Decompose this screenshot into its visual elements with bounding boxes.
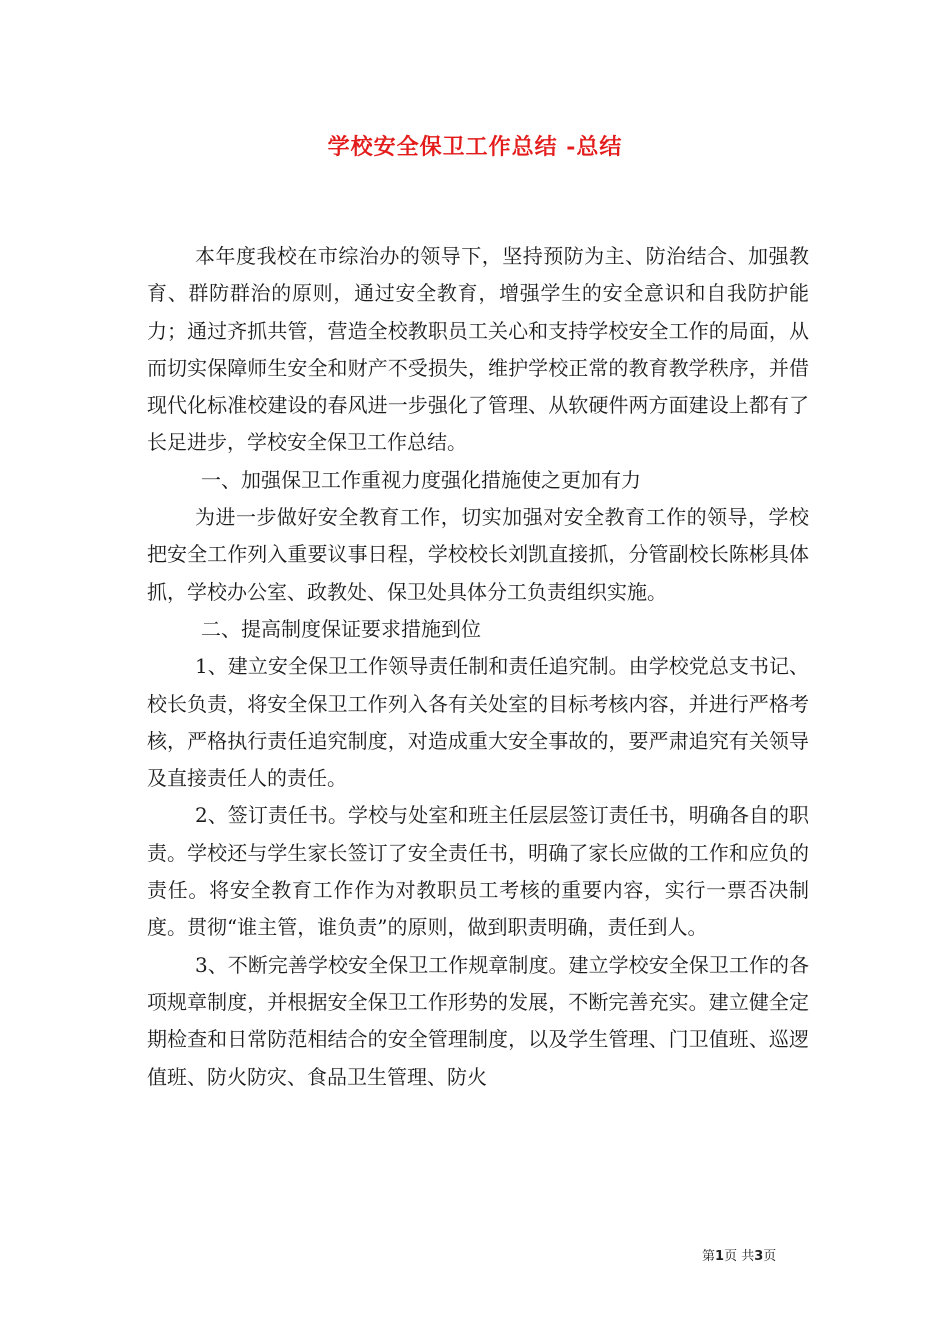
item-2-paragraph: 2、签订责任书。学校与处室和班主任层层签订责任书，明确各自的职责。学校还与学生家长签订了安全责任书，明确了家长应做的工作和应负的责任。将安全教育工作作为对教职员工考核的重要内容，实行一票否决制度。贯彻“谁主管，谁负责”的原则，做到职责明确，责任到人。: [147, 803, 809, 940]
footer-suffix: 页: [763, 1249, 777, 1264]
document-body: [147, 238, 809, 1096]
total-pages-number: 3: [754, 1249, 764, 1264]
section-1-paragraph: 为进一步做好安全教育工作，切实加强对安全教育工作的领导，学校把安全工作列入重要议事日程，学校校长刘凯直接抓，分管副校长陈彬具体抓，学校办公室、政教处、保卫处具体分工负责组织实施。: [147, 505, 809, 604]
section-heading-1: 一、加强保卫工作重视力度强化措施使之更加有力: [201, 467, 641, 492]
section-heading-2: 二、提高制度保证要求措施到位: [201, 616, 481, 641]
item-1-paragraph: 1、建立安全保卫工作领导责任制和责任追究制。由学校党总支书记、校长负责，将安全保卫工作列入各有关处室的目标考核内容，并进行严格考核，严格执行责任追究制度，对造成重大安全事故的，要严肃追究有关领导及直接责任人的责任。: [147, 654, 809, 791]
intro-paragraph: 本年度我校在市综治办的领导下，坚持预防为主、防治结合、加强教育、群防群治的原则，通过安全教育，增强学生的安全意识和自我防护能力；通过齐抓共管，营造全校教职员工关心和支持学校安全工作的局面，从而切实保障师生安全和财产不受损失，维护学校正常的教育教学秩序，并借现代化标准校建设的春风进一步强化了管理、从软硬件两方面建设上都有了长足进步，学校安全保卫工作总结。: [147, 244, 809, 455]
footer-prefix: 第: [702, 1249, 716, 1264]
current-page-number: 1: [715, 1249, 725, 1264]
document-title: 学校安全保卫工作总结 -总结: [327, 134, 623, 160]
footer-middle: 页 共: [724, 1249, 755, 1264]
item-3-paragraph: 3、不断完善学校安全保卫工作规章制度。建立学校安全保卫工作的各项规章制度，并根据安全保卫工作形势的发展，不断完善充实。建立健全定期检查和日常防范相结合的安全管理制度，以及学生管理、门卫值班、巡逻值班、防火防灾、食品卫生管理、防火: [147, 952, 809, 1089]
page-number-footer: [702, 1248, 776, 1266]
